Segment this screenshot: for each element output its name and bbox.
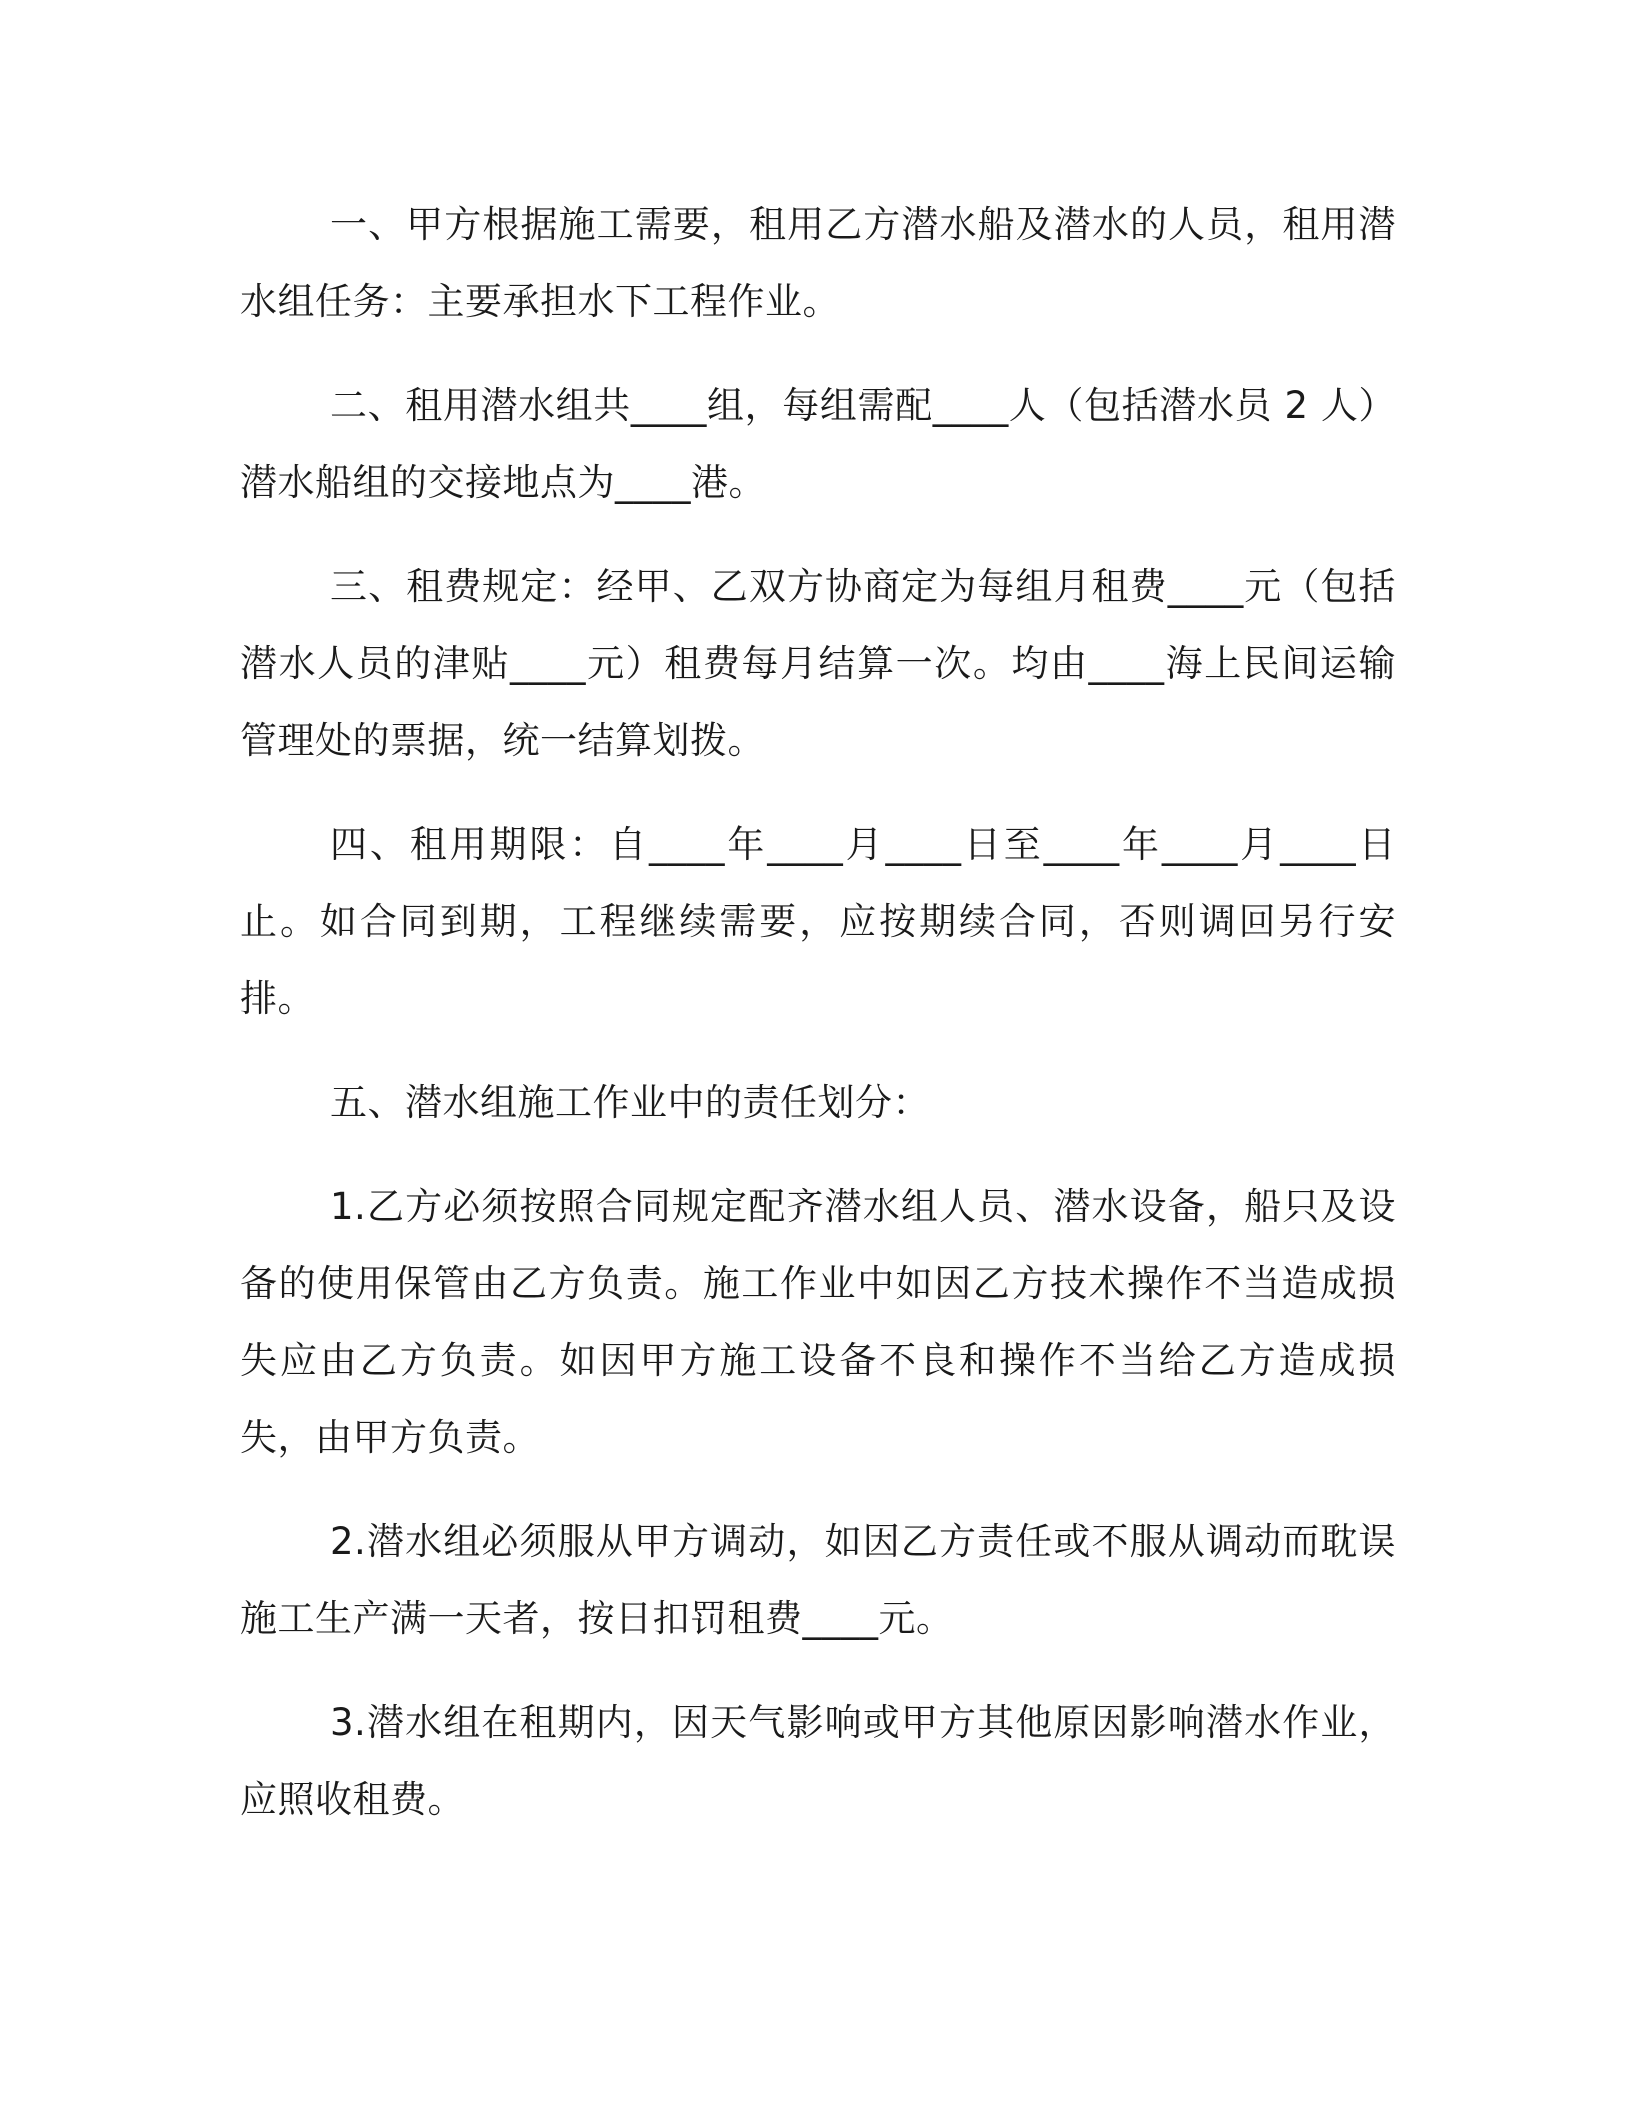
clause-5-heading: 五、潜水组施工作业中的责任划分： bbox=[330, 1081, 930, 1124]
clause-1-paragraph: 一、甲方根据施工需要，租用乙方潜水船及潜水的人员，租用潜水组任务：主要承担水下工程作业。 bbox=[240, 203, 1396, 323]
clause-4-paragraph: 四、租用期限：自____年____月____日至____年____月____日止。如合同到期，工程继续需要，应按期续合同，否则调回另行安排。 bbox=[240, 823, 1396, 1020]
clause-5-item-1: 1.乙方必须按照合同规定配齐潜水组人员、潜水设备，船只及设备的使用保管由乙方负责。施工作业中如因乙方技术操作不当造成损失应由乙方负责。如因甲方施工设备不良和操作不当给乙方造成损失，由甲方负责。 bbox=[240, 1185, 1396, 1459]
clause-2-paragraph: 二、租用潜水组共____组，每组需配____人（包括潜水员 2 人）潜水船组的交接地点为____港。 bbox=[240, 384, 1396, 504]
document-body bbox=[240, 186, 1396, 1865]
clause-5-item-2: 2.潜水组必须服从甲方调动，如因乙方责任或不服从调动而耽误施工生产满一天者，按日扣罚租费____元。 bbox=[240, 1520, 1396, 1640]
clause-3-paragraph: 三、租费规定：经甲、乙双方协商定为每组月租费____元（包括潜水人员的津贴____元）租费每月结算一次。均由____海上民间运输管理处的票据，统一结算划拨。 bbox=[240, 565, 1396, 762]
clause-5-item-3: 3.潜水组在租期内，因天气影响或甲方其他原因影响潜水作业，应照收租费。 bbox=[240, 1701, 1396, 1821]
